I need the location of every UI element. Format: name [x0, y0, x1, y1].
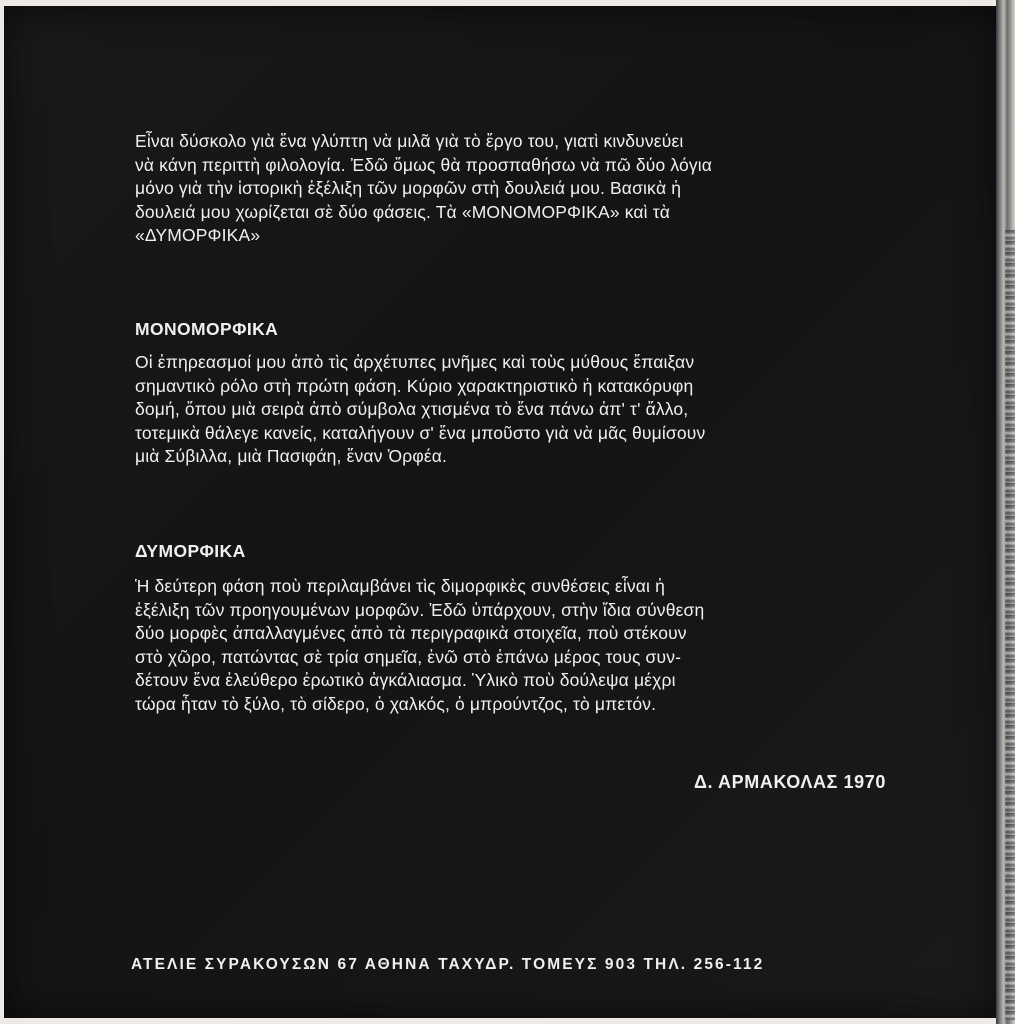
author-signature: Δ. ΑΡΜΑΚΟΛΑΣ 1970 [693, 772, 886, 792]
paragraph-line: ἐξέλιξη τῶν προηγουμένων μορφῶν. Ἐδῶ ὑπάρχουν, στὴν ἴδια σύνθεση [135, 599, 705, 620]
monomorfika-paragraph [135, 351, 890, 469]
spine-edge-texture [1005, 230, 1015, 1020]
section-heading-dymorfika: ΔΥΜΟΡΦΙΚΑ [135, 541, 246, 561]
dymorfika-paragraph [135, 575, 890, 717]
paragraph-line: τοτεμικὰ θάλεγε κανείς, καταλήγουν σ' ἕνα μποῦστο γιὰ νὰ μᾶς θυμίσουν [135, 422, 706, 443]
intro-line: δουλειά μου χωρίζεται σὲ δύο φάσεις. Τὰ «ΜΟΝΟΜΟΡΦΙΚΑ» καὶ τὰ [135, 201, 671, 222]
intro-paragraph [135, 130, 890, 248]
section-heading-monomorfika: ΜΟΝΟΜΟΡΦΙΚΑ [135, 319, 279, 339]
paragraph-line: δύο μορφὲς ἀπαλλαγμένες ἀπὸ τὰ περιγραφικὰ στοιχεῖα, ποὺ στέκουν [135, 623, 687, 644]
paragraph-line: δομή, ὅπου μιὰ σειρὰ ἀπὸ σύμβολα χτισμένα τὸ ἕνα πάνω ἀπ' τ' ἄλλο, [135, 399, 689, 420]
intro-line: νὰ κάνη περιττὴ φιλολογία. Ἐδῶ ὅμως θὰ προσπαθήσω νὰ πῶ δύο λόγια [135, 154, 713, 175]
studio-address-footer: ΑΤΕΛΙΕ ΣΥΡΑΚΟΥΣΩΝ 67 ΑΘΗΝΑ ΤΑΧΥΔΡ. ΤΟΜΕΥΣ 903 ΤΗΛ. 256-112 [131, 956, 765, 973]
black-card [4, 6, 998, 1018]
intro-line: μόνο γιὰ τὴν ἱστορικὴ ἐξέλιξη τῶν μορφῶν στὴ δουλειά μου. Βασικὰ ἡ [135, 178, 682, 199]
paragraph-line: Ἡ δεύτερη φάση ποὺ περιλαμβάνει τὶς διμορφικὲς συνθέσεις εἶναι ἡ [135, 576, 665, 596]
paragraph-line: τώρα ἦταν τὸ ξύλο, τὸ σίδερο, ὁ χαλκός, ὁ μπρούντζος, τὸ μπετόν. [135, 693, 657, 714]
paragraph-line: Οἱ ἐπηρεασμοί μου ἀπὸ τὶς ἀρχέτυπες μνῆμες καὶ τοὺς μύθους ἔπαιξαν [135, 352, 695, 372]
intro-line: «ΔΥΜΟΡΦΙΚΑ» [135, 225, 261, 246]
paragraph-line: σημαντικὸ ρόλο στὴ πρώτη φάση. Κύριο χαρακτηριστικὸ ἡ κατακόρυφη [135, 375, 694, 396]
intro-line: Εἶναι δύσκολο γιὰ ἕνα γλύπτη νὰ μιλᾶ γιὰ τὸ ἔργο του, γιατὶ κινδυνεύει [135, 131, 684, 151]
paragraph-line: μιὰ Σύβιλλα, μιὰ Πασιφάη, ἕναν Ὀρφέα. [135, 446, 448, 467]
paragraph-line: δέτουν ἕνα ἐλεύθερο ἐρωτικὸ ἀγκάλιασμα. Ὑλικὸ ποὺ δούλεψα μέχρι [135, 670, 676, 691]
paragraph-line: στὸ χῶρο, πατώντας σὲ τρία σημεῖα, ἐνῶ στὸ ἐπάνω μέρος τους συν- [135, 646, 682, 667]
